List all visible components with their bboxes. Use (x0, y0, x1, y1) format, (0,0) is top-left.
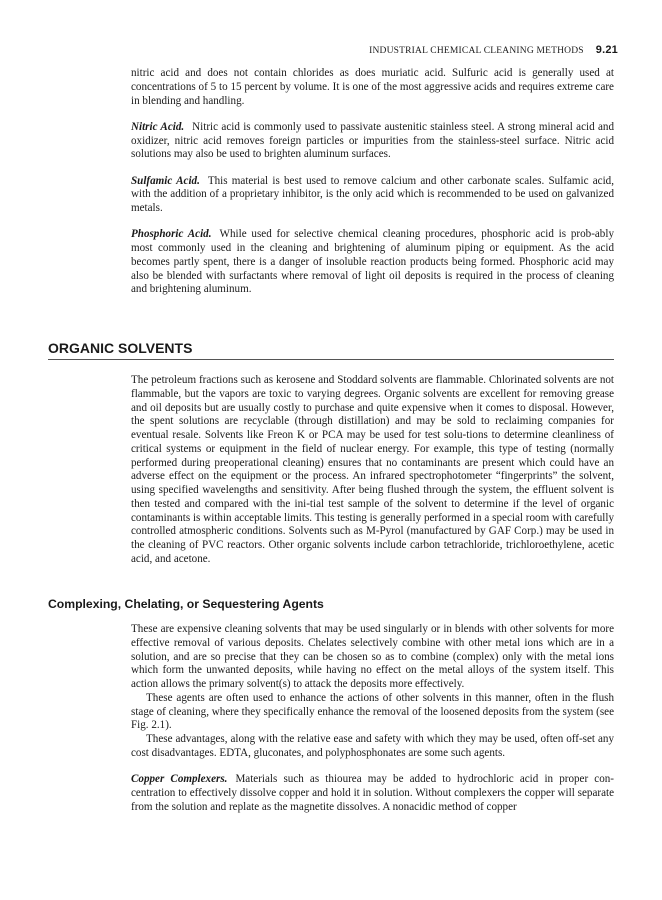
copper-complexers-text: Materials such as thiourea may be added to hydrochloric acid in proper con-centration to effectively dissolve copper and hold it in solution. Without complexers the copper will separate from the solution and replate as the magnetite dissolves. A nonacidic method of copper (131, 773, 615, 813)
acids-column (131, 67, 614, 310)
nitric-acid-paragraph (131, 121, 614, 162)
copper-complexers-paragraph (131, 773, 614, 814)
organic-solvents-heading: ORGANIC SOLVENTS (48, 340, 614, 360)
sulfamic-acid-paragraph (131, 175, 614, 216)
complexing-paragraph-3: These advantages, along with the relative ease and safety with which they may be used, often off-set any cost disadvantages. EDTA, gluconates, and polyphosphonates are some such agents. (131, 733, 614, 759)
phosphoric-acid-term: Phosphoric Acid. (131, 228, 212, 241)
sulfamic-acid-term: Sulfamic Acid. (131, 174, 200, 187)
running-header-title: INDUSTRIAL CHEMICAL CLEANING METHODS (369, 46, 584, 56)
phosphoric-acid-paragraph (131, 228, 614, 297)
page-number: 9.21 (595, 44, 618, 56)
nitric-acid-text: Nitric acid is commonly used to passivate austenitic stainless steel. A strong mineral acid and oxidizer, nitric acid removes foreign particles or impurities from the stainless-steel surface. Nitric acid solutions may also be used to brighten aluminum surfaces. (131, 120, 614, 161)
nitric-acid-term: Nitric Acid. (131, 120, 185, 133)
complexing-agents-column (131, 623, 614, 827)
complexing-paragraph-2: These agents are often used to enhance the actions of other solvents in this manner, often in the flush stage of cleaning, where they specifically enhance the removal of the loosened deposits from the system (see Fig. 2.1). (131, 691, 614, 732)
organic-solvents-column (131, 374, 614, 579)
phosphoric-acid-text: While used for selective chemical cleaning procedures, phosphoric acid is prob-ably most commonly used in the cleaning and brightening of aluminum piping or equipment. As the acid becomes partly spent, there is a danger of insoluble reaction products being formed. Phosphoric acid may also be blended with surfactants where removal of light oil deposits is required in the process of cleaning and brightening aluminum. (131, 228, 614, 296)
complexing-agents-heading: Complexing, Chelating, or Sequestering Agents (48, 597, 324, 611)
organic-solvents-paragraph: The petroleum fractions such as kerosene and Stoddard solvents are flammable. Chlorinated solvents are not flammable, but the vapors are toxic to varying degrees. Organic solvents are excellent for removing grease and oil deposits but are usually costly to purchase and quite expensive when it comes to disposal. However, the spent solutions are recyclable (through distillation) and may be sold to reclaiming companies for eventual resale. Solvents like Freon K or PCA may be used for test solu-tions to determine cleanliness of critical systems or equipment in the field of nuclear energy. For example, this type of testing (normally performed during preoperational cleaning) ensures that no contaminants are present which could have an adverse effect on the equipment or the process. An infrared spectrophotometer “fingerprints” the solvent, using specified wavelengths and sensitivity. After being flushed through the system, the effluent solvent is then tested and compared with the ini-tial test sample of the solvent to determine if the level of organic contaminants is within acceptable limits. This testing is generally performed in a special room with carefully controlled atmospheric conditions. Solvents such as M-Pyrol (manufactured by GAF Corp.) may be used in the cleaning of PVC reactors. Other organic solvents include carbon tetrachloride, trichloroethylene, acetic acid, and acetone. (131, 374, 614, 565)
running-header (369, 44, 618, 56)
complexing-paragraph-1: These are expensive cleaning solvents that may be used singularly or in blends with other solvents for more effective removal of various deposits. Chelates selectively combine with other metal ions which are in a solution, and are so precise that they can be chosen so as to combine (complex) only with the metal ions which form the unwanted deposits, while having no effect on the metal alloys of the system itself. This action allows the primary solvent(s) to attack the deposits more effectively. (131, 623, 614, 690)
sulfamic-acid-text: This material is best used to remove calcium and other carbonate scales. Sulfamic acid, with the addition of a proprietary inhibitor, is the only acid which is recommended to be used on galvanized metals. (131, 174, 614, 214)
intro-paragraph: nitric acid and does not contain chlorides as does muriatic acid. Sulfuric acid is generally used at concentrations of 5 to 15 percent by volume. It is one of the most aggressive acids and requires extreme care in blending and handling. (131, 67, 614, 107)
copper-complexers-term: Copper Complexers. (131, 773, 228, 785)
